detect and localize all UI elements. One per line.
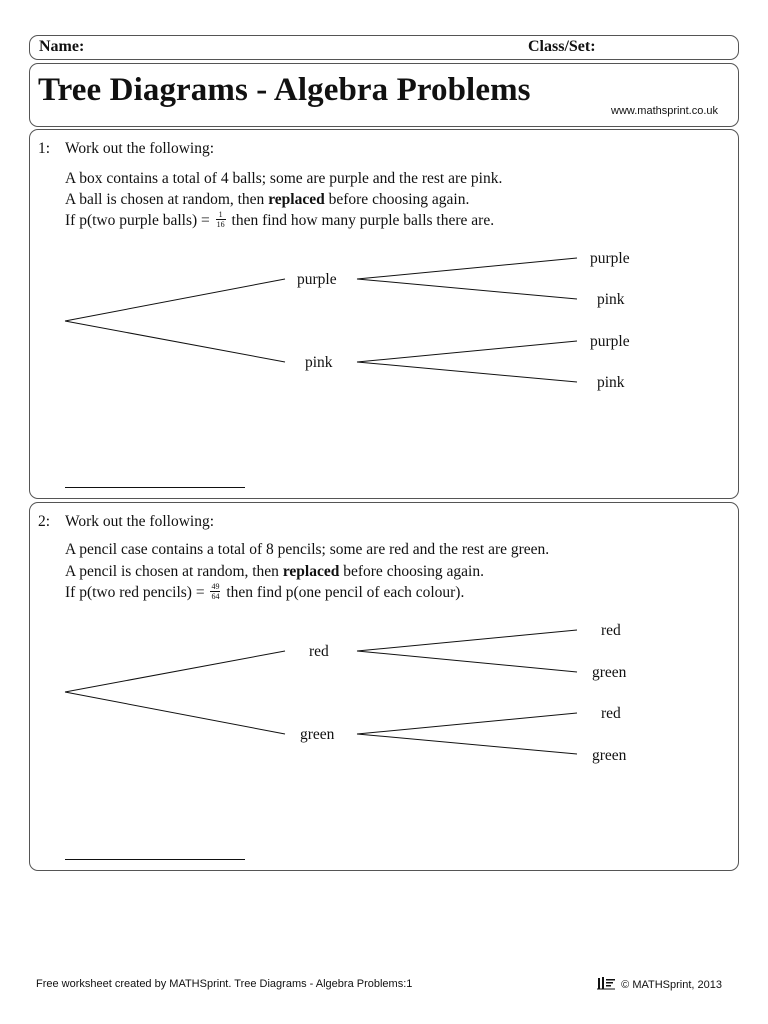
question-1 [29,129,739,499]
branch-line [357,279,577,299]
text-fragment: If p(two purple balls) = [65,212,214,230]
website-link[interactable]: www.mathsprint.co.uk [611,105,718,117]
text-fragment: then find p(one pencil of each colour). [222,584,465,602]
tree-label: purple [590,250,630,267]
text-fragment: before choosing again. [339,563,484,580]
question-heading: Work out the following: [65,140,214,157]
text-fragment: A pencil is chosen at random, then [65,563,283,580]
question-2 [29,502,739,871]
branch-line [357,258,577,279]
text-fragment: If p(two red pencils) = [65,584,209,602]
class-set-label: Class/Set: [528,38,596,55]
branch-line [65,321,285,362]
branch-line [357,630,577,651]
tree-label: red [601,622,621,639]
fraction-denominator: 64 [211,592,220,601]
tree-label: green [592,747,627,764]
fraction-numerator: 1 [216,210,226,220]
branch-line [65,692,285,734]
branch-line [65,651,285,692]
name-class-bar [29,35,739,60]
mathsprint-logo-icon [597,976,617,990]
tree-label: green [300,726,335,743]
branch-line [357,651,577,672]
tree-label: pink [305,354,333,371]
tree-label: red [601,705,621,722]
tree-label: pink [597,291,625,308]
branch-line [357,341,577,362]
tree-label: red [309,643,329,660]
fraction-denominator: 16 [216,220,225,229]
fraction-numerator: 49 [211,582,220,591]
branch-line [65,279,285,321]
name-label: Name: [39,38,85,55]
tree-label: purple [590,333,630,350]
question-text-line-1: A box contains a total of 4 balls; some are purple and the rest are pink. [65,170,503,187]
text-fragment: A ball is chosen at random, then [65,191,269,208]
branch-line [357,713,577,734]
branch-line [357,734,577,754]
tree-label: pink [597,374,625,391]
page-title: Tree Diagrams - Algebra Problems [38,72,531,108]
answer-line[interactable] [65,859,245,860]
answer-line[interactable] [65,487,245,488]
text-fragment: then find how many purple balls there are. [227,212,495,230]
question-text-line-1: A pencil case contains a total of 8 pencils; some are red and the rest are green. [65,541,550,558]
question-heading: Work out the following: [65,513,214,530]
tree-label: green [592,664,627,681]
tree-label: purple [297,271,337,288]
text-fragment: before choosing again. [324,191,470,208]
replaced-bold: replaced [268,191,325,208]
tree-diagram-1 [30,130,740,500]
footer-copyright [597,976,722,991]
tree-diagram-2 [30,503,740,872]
replaced-bold: replaced [282,563,340,580]
question-number: 2: [38,513,51,530]
copyright-text: © MATHSprint, 2013 [621,979,722,991]
footer-credit: Free worksheet created by MATHSprint. Tree Diagrams - Algebra Problems:1 [36,978,413,990]
question-number: 1: [38,140,51,157]
branch-line [357,362,577,382]
title-bar [29,63,739,127]
